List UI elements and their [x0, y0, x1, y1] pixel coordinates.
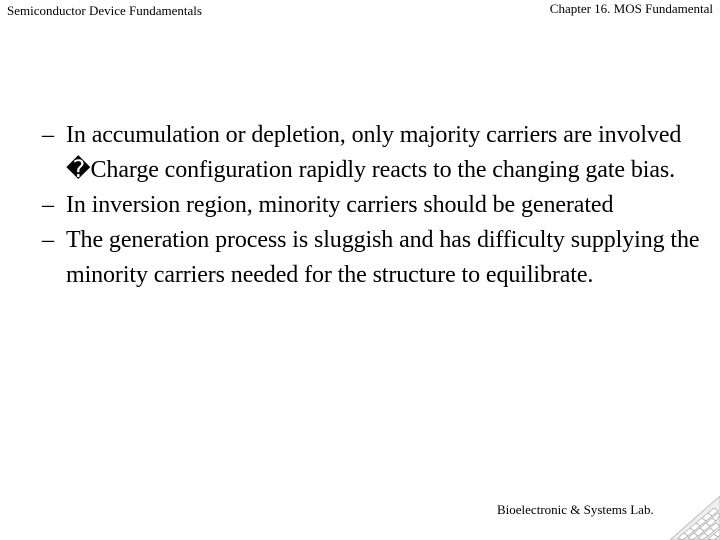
bullet-text: In accumulation or depletion, only majority carriers are involved �Charge configuration rapidly reacts to the changing gate bias.	[66, 122, 682, 183]
bullet-dash: –	[42, 122, 54, 148]
bullet-dash: –	[42, 192, 54, 218]
bullet-item	[42, 223, 718, 293]
keyboard-icon	[660, 486, 720, 540]
slide-header-course: Semiconductor Device Fundamentals	[7, 3, 202, 18]
bullet-item	[42, 118, 718, 188]
footer-lab-name: Bioelectronic & Systems Lab.	[497, 502, 654, 517]
bullet-item	[42, 188, 718, 223]
bullet-dash: –	[42, 227, 54, 253]
bullet-text: The generation process is sluggish and has difficulty supplying the minority carriers needed for the structure to equilibrate.	[66, 227, 700, 288]
slide-body	[42, 118, 718, 293]
slide-header-chapter: Chapter 16. MOS Fundamental	[549, 1, 713, 16]
bullet-text: In inversion region, minority carriers should be generated	[66, 192, 614, 218]
